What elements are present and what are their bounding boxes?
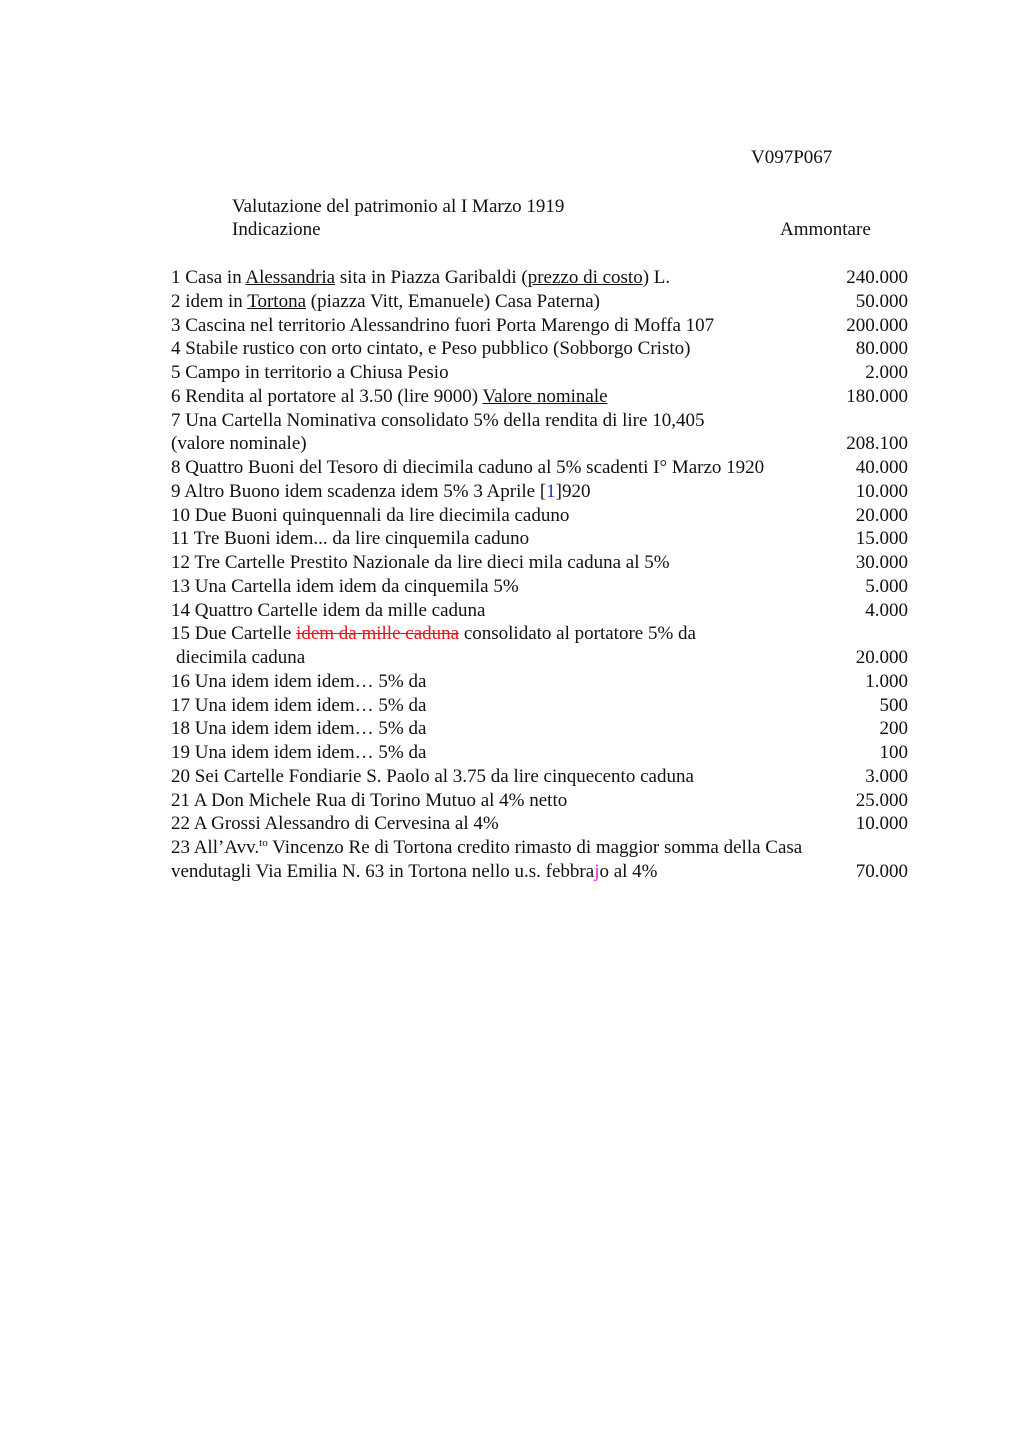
entry-amount: 40.000 bbox=[855, 457, 908, 478]
entry-amount: 200.000 bbox=[846, 314, 908, 336]
entry-description: 11 Tre Buoni idem... da lire cinquemila caduno bbox=[171, 528, 530, 550]
entry-amount: 3.000 bbox=[865, 765, 908, 787]
list-item bbox=[171, 551, 908, 575]
entry-amount: 240.000 bbox=[846, 267, 908, 288]
entry-description: 8 Quattro Buoni del Tesoro di diecimila caduno al 5% scadenti I° Marzo 1920 bbox=[171, 457, 765, 478]
list-item bbox=[171, 456, 908, 480]
entry-amount: 80.000 bbox=[855, 338, 908, 360]
entry-description: 13 Una Cartella idem idem da cinquemila 5% bbox=[171, 575, 519, 597]
entry-description: 16 Una idem idem idem… 5% da bbox=[171, 670, 427, 692]
entry-description: 18 Una idem idem idem… 5% da bbox=[171, 718, 427, 740]
entry-amount: 5.000 bbox=[865, 575, 908, 597]
entry-description: (valore nominale) bbox=[171, 433, 307, 455]
entry-description: 19 Una idem idem idem… 5% da bbox=[171, 742, 427, 763]
entry-description: 6 Rendita al portatore al 3.50 (lire 9000) Valore nominale bbox=[171, 385, 608, 407]
list-item bbox=[171, 527, 908, 551]
entry-amount: 100 bbox=[879, 742, 908, 763]
entry-description: 20 Sei Cartelle Fondiarie S. Paolo al 3.75 da lire cinquecento caduna bbox=[171, 765, 694, 787]
entry-description: diecimila caduna bbox=[176, 647, 306, 668]
column-header-ammontare: Ammontare bbox=[780, 219, 871, 240]
list-item bbox=[171, 385, 908, 409]
list-item bbox=[171, 361, 908, 385]
entry-amount: 70.000 bbox=[855, 860, 908, 882]
entry-amount: 208.100 bbox=[846, 433, 908, 455]
list-item bbox=[171, 741, 908, 765]
struck-text: idem da mille caduna bbox=[296, 623, 460, 645]
document-code: V097P067 bbox=[751, 147, 833, 168]
entry-description: 1 Casa in Alessandria sita in Piazza Garibaldi (prezzo di costo) L. bbox=[171, 267, 671, 288]
entry-description: 7 Una Cartella Nominativa consolidato 5% della rendita di lire 10,405 bbox=[171, 409, 705, 431]
list-item bbox=[171, 480, 908, 504]
list-item bbox=[171, 765, 908, 789]
list-item bbox=[171, 622, 908, 646]
entry-amount: 10.000 bbox=[855, 813, 908, 835]
entry-amount: 20.000 bbox=[855, 504, 908, 526]
list-item bbox=[171, 836, 908, 860]
entry-description: 22 A Grossi Alessandro di Cervesina al 4% bbox=[171, 813, 499, 835]
list-item bbox=[171, 337, 908, 361]
list-item bbox=[171, 694, 908, 718]
entry-amount: 10.000 bbox=[855, 480, 908, 502]
list-item bbox=[171, 409, 908, 433]
entry-amount: 200 bbox=[879, 718, 908, 740]
asset-list bbox=[171, 266, 908, 884]
list-item bbox=[171, 599, 908, 623]
entry-description: 21 A Don Michele Rua di Torino Mutuo al 4% netto bbox=[171, 789, 568, 811]
list-item bbox=[171, 789, 908, 813]
entry-amount: 50.000 bbox=[855, 290, 908, 312]
entry-description: 9 Altro Buono idem scadenza idem 5% 3 Aprile [1]920 bbox=[171, 480, 591, 502]
entry-description: 23 All’Avv.$^{to}$ Vincenzo Re di Tortona credito rimasto di maggior somma della Casa bbox=[171, 837, 803, 858]
list-item bbox=[171, 504, 908, 528]
entry-amount: 20.000 bbox=[855, 647, 908, 668]
list-item bbox=[171, 314, 908, 338]
entry-description: 15 Due Cartelle idem da mille caduna consolidato al portatore 5% da bbox=[171, 623, 696, 645]
entry-description: 4 Stabile rustico con orto cintato, e Peso pubblico (Sobborgo Cristo) bbox=[171, 338, 691, 360]
entry-description: 14 Quattro Cartelle idem da mille caduna bbox=[171, 599, 486, 621]
entry-amount: 25.000 bbox=[855, 789, 908, 811]
list-item-continuation bbox=[171, 646, 908, 670]
entry-description: 3 Cascina nel territorio Alessandrino fuori Porta Marengo di Moffa 107 bbox=[171, 314, 715, 336]
list-item bbox=[171, 670, 908, 694]
entry-description: vendutagli Via Emilia N. 63 in Tortona nello u.s. febbrajo al 4% bbox=[171, 860, 658, 882]
entry-amount: 500 bbox=[879, 694, 908, 716]
list-item bbox=[171, 717, 908, 741]
list-item bbox=[171, 812, 908, 836]
column-header-indicazione: Indicazione bbox=[232, 219, 321, 240]
entry-description: 5 Campo in territorio a Chiusa Pesio bbox=[171, 362, 449, 383]
list-item-continuation bbox=[171, 860, 908, 884]
list-item bbox=[171, 290, 908, 314]
list-item bbox=[171, 575, 908, 599]
entry-description: 10 Due Buoni quinquennali da lire diecimila caduno bbox=[171, 504, 570, 526]
entry-description: 2 idem in Tortona (piazza Vitt, Emanuele) Casa Paterna) bbox=[171, 290, 600, 312]
list-item bbox=[171, 266, 908, 290]
entry-description: 17 Una idem idem idem… 5% da bbox=[171, 694, 427, 716]
entry-amount: 4.000 bbox=[865, 599, 908, 621]
list-item-continuation bbox=[171, 432, 908, 456]
entry-amount: 2.000 bbox=[865, 362, 908, 383]
entry-amount: 180.000 bbox=[846, 385, 908, 407]
entry-amount: 1.000 bbox=[865, 670, 908, 692]
entry-amount: 30.000 bbox=[855, 552, 908, 573]
entry-description: 12 Tre Cartelle Prestito Nazionale da lire dieci mila caduna al 5% bbox=[171, 552, 670, 573]
document-title: Valutazione del patrimonio al I Marzo 1919 bbox=[232, 196, 565, 217]
entry-amount: 15.000 bbox=[855, 528, 908, 550]
